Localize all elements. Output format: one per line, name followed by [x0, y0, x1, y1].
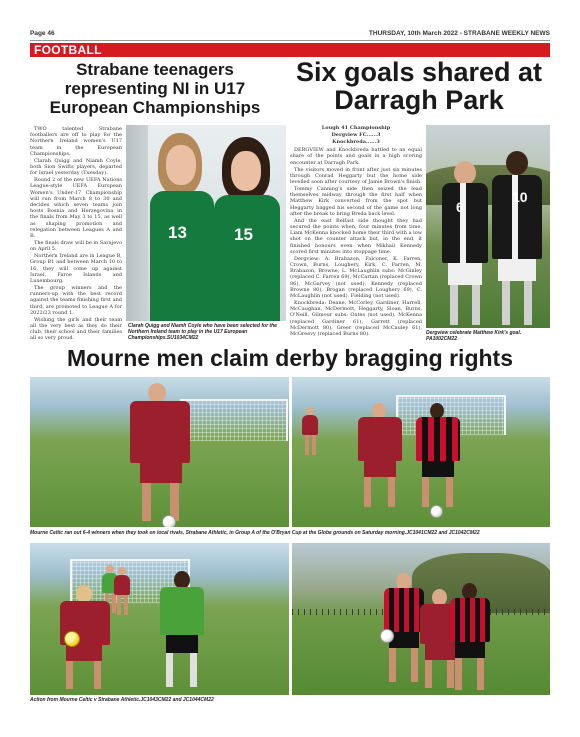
header-rule — [30, 40, 550, 41]
strabane-player — [416, 403, 460, 507]
distant-player — [114, 567, 130, 615]
story2-paragraph: Tommy Canning's side then seized the lead themselves midway through the first half when Matthew Kirk converted from the spot but Heggarty bagged his second of the game not long after the break to bring Breda back level. — [290, 186, 422, 217]
story2-paragraph: DERGVIEW and Knockbreda battled to an equal share of the points and goals in a high scoring encounter at Darragh Park. — [290, 147, 422, 166]
celebration-photo — [426, 125, 550, 328]
strabane-player — [450, 583, 490, 691]
story1-body — [30, 126, 122, 342]
strabane-player — [160, 571, 204, 687]
mourne-player — [130, 383, 190, 525]
shirt-number: 13 — [168, 223, 187, 242]
story1-headline: Strabane teenagers representing NI in U17 European Championships — [49, 60, 261, 117]
story1-paragraph: Wishing the girls and their team all the very best as they do their club, their school and their families all so very proud. — [30, 316, 122, 342]
story2-paragraph: Knockbreda: Deane, McCorley, Gardiner, Harrell, McCaughan, McDermott, Heggarty, Sloan, Burns, O'Neill, Gilmour subs: Oates (not used), McKenna (replaced Gardiner 61), Garrett (replaced McDermott 80), Greer (replaced McCauley 61), McGreevy (replaced Burns 80). — [290, 300, 422, 338]
celebration-photo-caption: Dergview celebrate Matthew Kirk's goal. PA1002CM22 — [426, 330, 522, 342]
player-clarah — [150, 131, 214, 321]
story2-paragraph: Dergview: A. Brabazon, Falconer, K. Farren, Crown, Burns, Loughery, Kirk, C. Farren, M. Brabazon, Browne, L. McLaughlin subs: McGinley (replaced C. Farren 69), McCartan (replaced Crown 86), McGarvey (not used), Kennedy (replaced Browne 80), Brogan (replaced Loughery 69), C. McLaughlin (not used), Fielding (not used). — [290, 255, 422, 300]
story1-paragraph: Round 2 of the new UEFA Nations League-style UEFA European Women's Under-17 Championship will run from March 8 to 30 and decides which seven teams join hosts Bosnia and Herzegovina in the finals from May 3 to 15, as well as shaping promotion and relegation between Leagues A and B. — [30, 177, 122, 240]
section-label: FOOTBALL — [34, 43, 102, 57]
dateline: THURSDAY, 10th March 2022 - STRABANE WEEKLY NEWS — [368, 29, 550, 37]
match-caption-bottom: Action from Mourne Celtic v Strabane Athletic.JC1043CM22 and JC1044CM22 — [30, 697, 214, 703]
match-photo-3 — [30, 543, 289, 695]
score-away: Knockbreda......3 — [332, 139, 380, 145]
story1-paragraph: The group winners and the runners-up with the best record against the teams finishing first and third, are promoted to League A for 2022/23 round 1. — [30, 285, 122, 316]
shirt-number: 10 — [512, 189, 528, 205]
section-bar — [30, 43, 550, 57]
story1-paragraph: Northern Ireland are in League B, Group B1 and between March 10 to 16, they will come up against Israel, Faroe Islands and Luxembourg. — [30, 253, 122, 285]
page-number: Page 46 — [30, 29, 55, 37]
story2-body — [290, 125, 422, 338]
mourne-player — [358, 403, 402, 507]
match-caption-top: Mourne Celtic ran out 6-4 winners when they took on local rivals, Strabane Athletic, in Group A of the O'Bryan Cup at the Globe grounds on Saturday morning.JC1041CM22 and JC1042CM22 — [30, 530, 480, 536]
girls-photo — [126, 125, 286, 321]
door-panel — [126, 125, 148, 321]
shirt-number: 6 — [456, 199, 464, 215]
story2-headline: Six goals shared at Darragh Park — [295, 57, 543, 115]
story2-paragraph: And the east Belfast side thought they had secured the points when, four minutes from time, Liam McKenna knocked home their third with a low shot on the counter attack but, in the end, it finished honours even when Mikhail Kennedy scored first minutes into stoppage time. — [290, 217, 423, 255]
story1-paragraph: The finals draw will be in Sarajevo on April 5. — [30, 240, 122, 253]
page-header — [30, 27, 550, 39]
distant-player — [302, 407, 318, 457]
match-photo-2 — [292, 377, 550, 527]
girls-photo-caption: Clarah Quigg and Niamh Coyle who have been selected for the Northern Ireland team to play in the U17 European Championships.SU1034CM22 — [128, 323, 277, 341]
story3-headline: Mourne men claim derby bragging rights — [66, 345, 513, 371]
competition-name: Lough 41 Championship — [321, 125, 391, 131]
player-celebrating-right — [490, 149, 544, 325]
match-photo-4 — [292, 543, 550, 695]
story1-paragraph: Clarah Quigg and Niamh Coyle, both Sion Swifts players, departed for Israel yesterday (Tuesday). — [30, 157, 122, 177]
score-home: Dergview FC......3 — [331, 132, 381, 138]
shirt-number: 15 — [234, 225, 253, 244]
match-photo-1 — [30, 377, 289, 527]
player-celebrating-left — [440, 155, 490, 325]
story2-paragraph: The visitors moved in front after just six minutes through Conrad Heggarty but the home side levelled soon after courtesy of Jamie Brown's finish. — [290, 166, 422, 186]
player-niamh — [214, 137, 280, 321]
story1-paragraph: TWO talented Strabane footballers are off to play for the Northern Ireland women's U17 team in the European Championships. — [30, 126, 122, 157]
